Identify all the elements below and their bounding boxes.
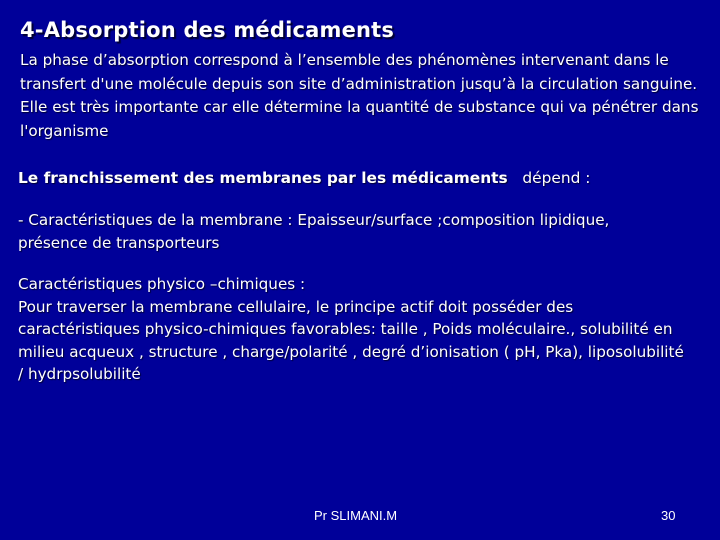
membrane-line: - Caractéristiques de la membrane : Epaisseur/surface ;composition lipidique,	[18, 211, 610, 229]
section-heading-bold: Le franchissement des membranes par les médicaments	[18, 169, 508, 187]
slide-title: 4-Absorption des médicaments	[20, 18, 395, 42]
physicochemical-characteristics	[18, 273, 718, 386]
physchem-line: caractéristiques physico-chimiques favorables: taille , Poids moléculaire., solubilité en	[18, 320, 673, 338]
physchem-line: / hydrpsolubilité	[18, 365, 141, 383]
section-heading-rest: dépend :	[522, 169, 591, 187]
intro-paragraph: La phase d’absorption correspond à l’ensemble des phénomènes intervenant dans le transfert d'une molécule depuis son site d’administration jusqu’à la circulation sanguine. Elle est très importante car elle détermine la quantité de substance qui va pénétrer dans l'organisme	[20, 51, 699, 140]
physchem-line: milieu acqueux , structure , charge/polarité , degré d’ionisation ( pH, Pka), liposolubilité	[18, 342, 684, 361]
footer-author: Pr SLIMANI.M	[314, 508, 398, 523]
page-number: 30	[661, 508, 676, 523]
physchem-line: Pour traverser la membrane cellulaire, le principe actif doit posséder des	[18, 297, 574, 316]
section-heading	[18, 167, 708, 189]
physchem-line: Caractéristiques physico –chimiques :	[18, 275, 306, 293]
membrane-characteristics	[18, 209, 718, 254]
membrane-line: présence de transporteurs	[18, 233, 220, 252]
